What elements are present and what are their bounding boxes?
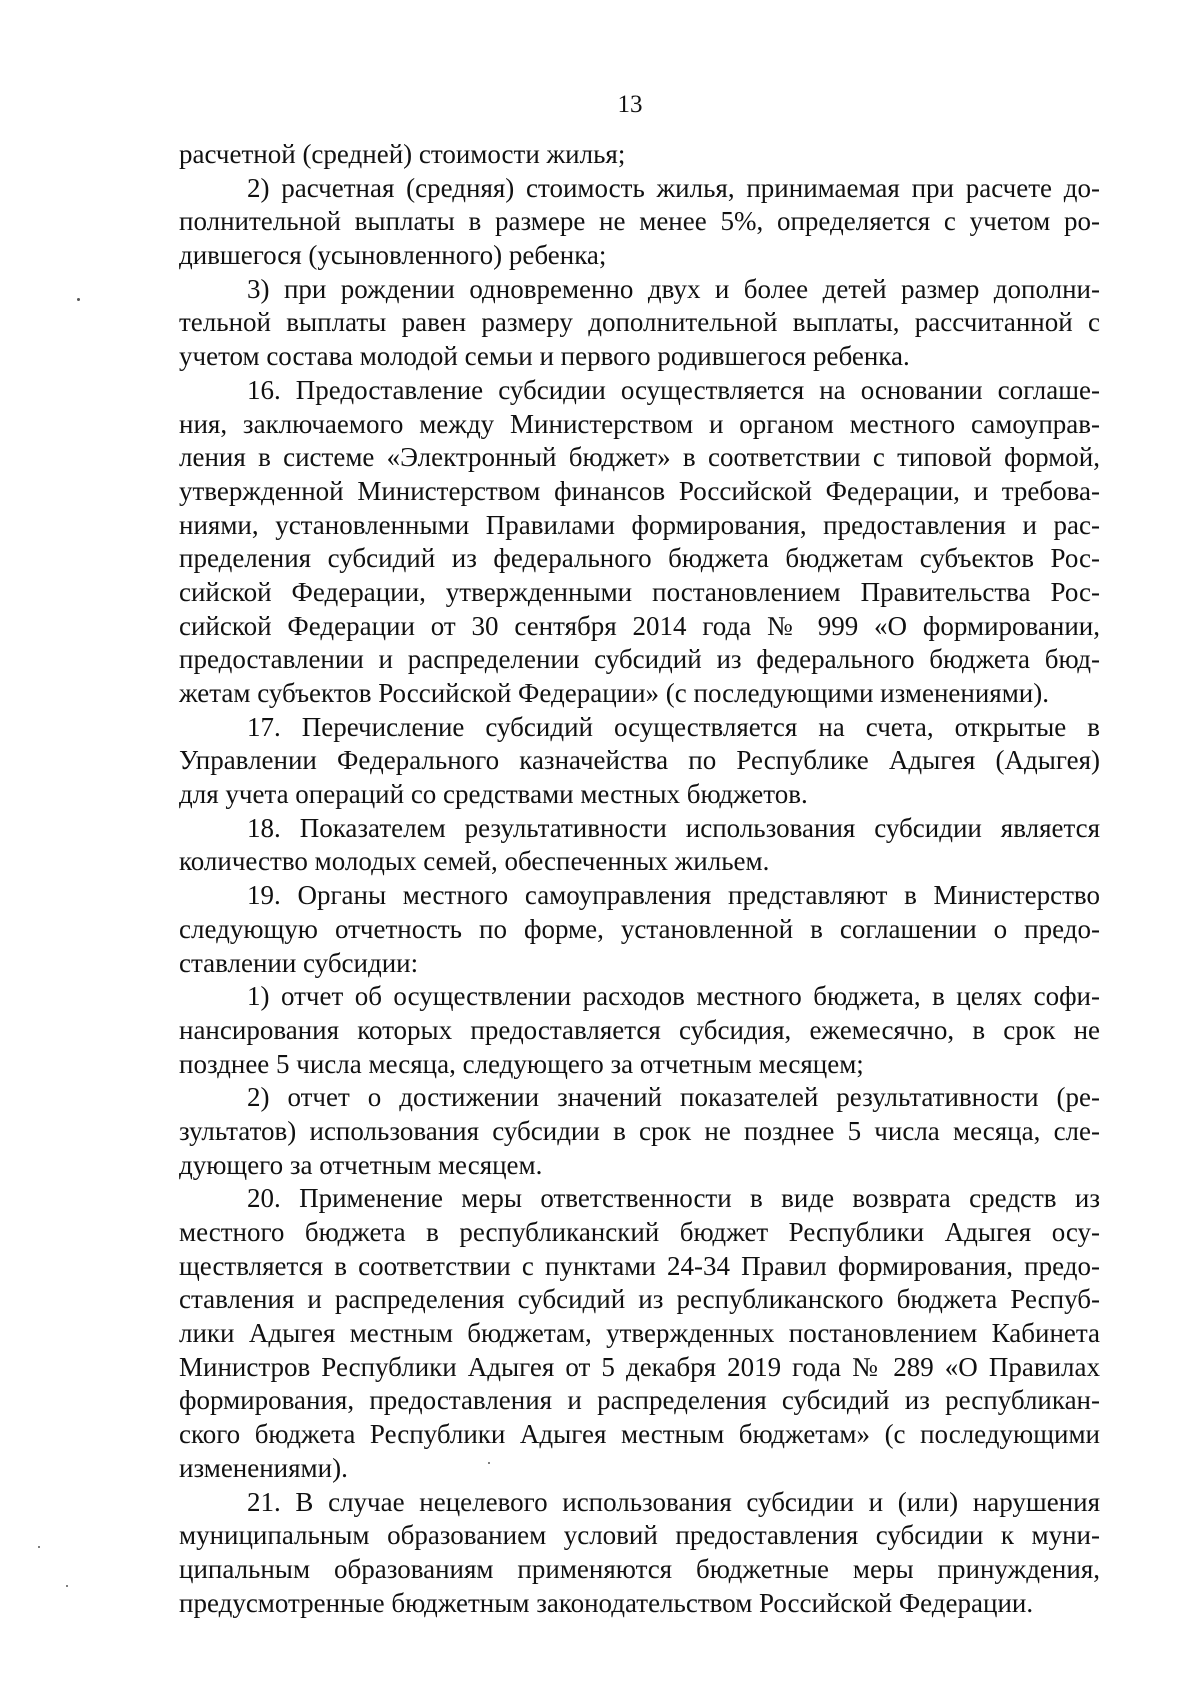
page-number: 13 [617, 91, 643, 118]
text-line: лики Адыгея местным бюджетам, утвержденных постановлением Кабинета [179, 1318, 1100, 1349]
text-line: тельной выплаты равен размеру дополнительной выплаты, рассчитанной с [179, 307, 1100, 338]
text-line: ления в системе «Электронный бюджет» в соответствии с типовой формой, [179, 442, 1100, 473]
text-line: 20. Применение меры ответственности в виде возврата средств из [247, 1183, 1100, 1214]
text-line: ставлении субсидии: [179, 947, 419, 978]
text-line: дующего за отчетным месяцем. [179, 1149, 543, 1180]
text-line: предусмотренные бюджетным законодательством Российской Федерации. [179, 1587, 1034, 1618]
scan-speck [38, 1546, 40, 1548]
text-line: учетом состава молодой семьи и первого родившегося ребенка. [179, 341, 910, 372]
text-line: ставления и распределения субсидий из республиканского бюджета Респуб- [179, 1284, 1100, 1315]
text-line: пределения субсидий из федерального бюджета бюджетам субъектов Рос- [179, 543, 1100, 574]
text-line: зультатов) использования субсидии в срок не позднее 5 числа месяца, сле- [179, 1115, 1100, 1146]
text-line: жетам субъектов Российской Федерации» (с последующими изменениями). [179, 678, 1049, 708]
text-line: Министров Республики Адыгея от 5 декабря 2019 года № 289 «О Правилах [179, 1351, 1100, 1382]
text-line: местного бюджета в республиканский бюджет Республики Адыгея осу- [179, 1217, 1100, 1247]
text-line: 16. Предоставление субсидии осуществляется на основании соглаше- [247, 374, 1100, 405]
text-line: 19. Органы местного самоуправления представляют в Министерство [247, 880, 1100, 911]
text-line: позднее 5 числа месяца, следующего за отчетным месяцем; [179, 1048, 864, 1079]
scan-speck [488, 1462, 490, 1464]
text-line: для учета операций со средствами местных бюджетов. [179, 779, 808, 810]
text-line: 3) при рождении одновременно двух и более детей размер дополни- [247, 273, 1100, 304]
text-line: предоставлении и распределении субсидий из федерального бюджета бюд- [179, 644, 1100, 675]
text-line: следующую отчетность по форме, установленной в соглашении о предо- [179, 913, 1100, 944]
text-line: сийской Федерации, утвержденными постановлением Правительства Рос- [179, 576, 1100, 607]
text-line: сийской Федерации от 30 сентября 2014 года № 999 «О формировании, [179, 610, 1100, 641]
text-line: Управлении Федерального казначейства по Республике Адыгея (Адыгея) [179, 745, 1100, 776]
text-line: ского бюджета Республики Адыгея местным бюджетам» (с последующими [179, 1419, 1100, 1450]
text-line: дившегося (усыновленного) ребенка; [179, 240, 607, 271]
text-line: формирования, предоставления и распределения субсидий из республикан- [179, 1385, 1100, 1416]
text-line: ществляется в соответствии с пунктами 24-34 Правил формирования, предо- [179, 1250, 1100, 1281]
text-line: изменениями). [179, 1452, 348, 1483]
text-line: ниями, установленными Правилами формирования, предоставления и рас- [179, 509, 1100, 540]
text-line: расчетной (средней) стоимости жилья; [179, 139, 626, 169]
document-body [179, 138, 1100, 1620]
text-line: нансирования которых предоставляется субсидия, ежемесячно, в срок не [179, 1014, 1100, 1045]
text-line: 18. Показателем результативности использования субсидии является [247, 812, 1100, 843]
scan-speck [66, 1585, 68, 1587]
text-line: утвержденной Министерством финансов Российской Федерации, и требова- [179, 475, 1100, 506]
text-line: количество молодых семей, обеспеченных жильем. [179, 846, 770, 877]
text-line: 2) отчет о достижении значений показателей результативности (ре- [247, 1082, 1100, 1113]
text-line: 2) расчетная (средняя) стоимость жилья, принимаемая при расчете до- [247, 172, 1100, 203]
text-line: ния, заключаемого между Министерством и органом местного самоуправ- [179, 408, 1100, 439]
scan-speck [77, 298, 80, 301]
text-line: 21. В случае нецелевого использования субсидии и (или) нарушения [247, 1486, 1100, 1517]
text-line: 1) отчет об осуществлении расходов местного бюджета, в целях софи- [247, 981, 1100, 1012]
text-line: муниципальным образованием условий предоставления субсидии к муни- [179, 1520, 1100, 1551]
text-line: ципальным образованиям применяются бюджетные меры принуждения, [179, 1553, 1100, 1584]
text-line: полнительной выплаты в размере не менее 5%, определяется с учетом ро- [179, 206, 1100, 237]
text-line: 17. Перечисление субсидий осуществляется на счета, открытые в [247, 711, 1100, 742]
